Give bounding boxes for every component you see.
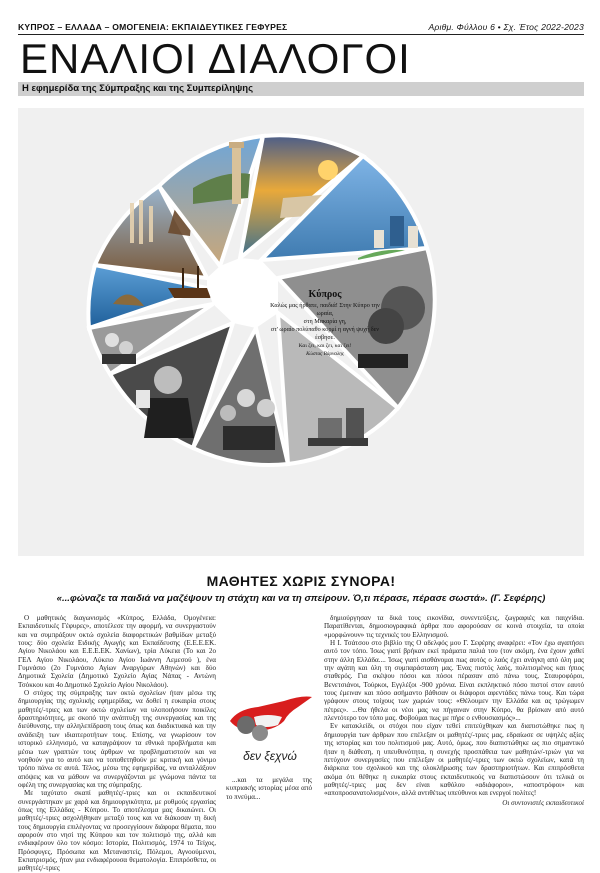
poem-line: ωραία, xyxy=(316,310,334,317)
inset-map xyxy=(224,691,316,769)
paragraph: Με ταχύτατο σκαπί μαθητές/-τριες και οι εκπαιδευτικοί συνεργάστηκαν με χαρά και δημιουργικότητα, με ρυθμούς εργασίας όπως της Ελλάδας - Κύπρου. Το αποτέλεσμα μας δικαιώνει. Οι μαθητές/-τριες ασχολήθηκαν μεταξύ τους και να διάκοσαν τη δική τους δημιουργία επιλέγοντας να προσεγγίσουν διάφορα θέματα, που αφορούν στο νησί της Κύπρου και τον πολιτισμό της, αλλά και ενδιαφέρουν όλο τον κόσμο: Ιστορία, Πολιτισμός, 1974 το Τείχος, Πρόσφυγες, Πρόσωπα και Μεταναστείς, Πόλεμοι, Αγνοούμενοι, Εκπατρισμός, ήταν μια ενδιαφέρουσα θεματολογία. Επιπρόσθετα, οι μαθητές/-τριες xyxy=(18,789,216,873)
article-quote: «...φώναζε τα παιδιά να μαζέψουν τη στάχτη και να τη σπείρουν. Ό,τι πέρασε, πέρασε σωστά». (Γ. Σεφέρης) xyxy=(56,593,546,604)
poem-line: Καλώς μας ήρθατε, παιδιά! Στην Κύπρο την xyxy=(270,302,380,309)
masthead: ΕΝΑΛΙΟΙ ΔΙΑΛΟΓΟΙ xyxy=(20,35,411,82)
subtitle: Η εφημερίδα της Σύμπραξης και της Συμπερίληψης xyxy=(22,83,254,94)
paragraph: Η Ι. Τσάτσου στο βιβλίο της Ο αδελφός μου Γ. Σεφέρης αναφέρει: «Τον έχω αγαπήσει αυτό τον τόπο. Ίσως γιατί βρήκαν εκεί πράματα παλιά του (τον ακόμη, ένα έχουν χαθεί στην άλλη Ελλάδα.... Ίσως γιατί αισθάνομαι πως αυτός ο λαός έχει ανάγκη από όλη μας την αγάπη και όλη τη συμπαράσταση μας. Ένας πιστός λαός, πολιτισμένος και ήπιος σταθερός. Για σκέψου πόσοι και πόσοι πέρασαν από πάνω τους, Σταυροφόροι, Βενετσιάνοι, Τούρκοι, Εγγλέζοι -900 χρόνια. Είναι εκπληκτικό πόσο πιστοί στον εαυτό τους έμειναν και πόσο ασήμαντο βάθισαν οι διάφοροι αφεντάδες πάνω τους. Και τώρα γράφουν στους τοίχους των χωριών τους: «Θέλουμεν την Ελλάδα και ας τρώγωμεν πέτρες». ...Θα ήθελα οι νέοι μας να πήγαιναν στην Κύπρο, θα βρίσκαν από αυτό πλεντότερο τον τόπο μας. Φοβούμαι πως με πήρε ο ενθουσιασμός»... xyxy=(324,639,584,723)
top-line xyxy=(18,20,584,34)
paragraph: Ο μαθητικός διαγωνισμός «Κύπρος, Ελλάδα, Ομογένεια: Εκπαιδευτικές Γέφυρες», αποτέλεσε την αφορμή, να συνεργαστούν και να συμπράξουν οκτώ σχολεία διαφορετικών βαθμίδων μεταξύ τους: δύο σχολεία Ειδικής Αγωγής και Εκπαίδευσης (Ε.Ε.Ε.ΕΚ. Αγίου Νικολάου και Ε.Ε.Ε.ΕΚ. Χανίων), τρία Λύκεια (Το και 2ο ΓΕΛ Αγίου Νικολάου, Λύκειο Αγίου Ιωάννη Λεμεσού ), ένα Γυμνάσιο (2ο Γυμνάσιο Αγίων Αναργύρων Αθηνών) και δύο Δημοτικά Σχολεία (Δημοτικό Σχολείο Αγίας Νάπας - Αντώνη Τσόκκου και 4ο Δημοτικό Σχολείο Αγίου Νικολάου). xyxy=(18,614,216,689)
subtitle-bar xyxy=(18,82,584,96)
paragraph: Εν κατακλείδι, οι στόχοι που είχαν τεθεί επιτεύχθηκαν και διαπιστώθηκε πως η δημιουργία των άρθρων που επέλεξαν οι μαθητές/-τριες μας, εδραίωσε σε υψηλές αξίες της ιστορίας και του πολιτισμού μας. Αυτό, όμως, που διαπιστώθηκε ως πιο σημαντικό ήταν η διάθεση, η υπευθυνότητα, η συνεχής προσπάθεια των μαθητών/-τριών για να πετύχουν συνεργασίες που επέλεξαν οι μαθητές/-τριες των οκτώ σχολείων, κατά τη διάρκεια του σχολικού και της ολοκλήρωσης των δραστηριοτήτων. Και επιπρόσθετα ακόμα ότι θέθηκε η ευκαιρία στους εκπαιδευτικούς να διαπιστώσουν ότι τελικά οι μαθητές/-τριες μας δεν είναι καθόλου «αδιάφοροι», «αποστρόφοι» και «αποπροσανατολισμένοι», αλλά αντιθέτως υπεύθυνοι και ενεργοί πολίτες! xyxy=(324,722,584,798)
article-headline: ΜΑΘΗΤΕΣ ΧΩΡΙΣ ΣΥΝΟΡΑ! xyxy=(206,573,396,589)
column-2 xyxy=(226,776,312,801)
poem xyxy=(265,289,385,357)
paragraph: δημιούργησαν τα δικά τους εικονίδια, συνεντεύξεις, ζωγραφιές και παιχνίδια. Παρατίθενται, δημοσιογραφικά άρθρα που αφορούσαν σε κοινά στοιχεία, τα οποία «μορφώνουν» τις τεχνικές του Ελληνισμού. xyxy=(324,614,584,639)
cyprus-map-image xyxy=(224,691,316,749)
inset-caption: δεν ξεχνώ xyxy=(243,749,297,763)
kicker: ΚΥΠΡΟΣ – ΕΛΛΑΔΑ – ΟΜΟΓΕΝΕΙΑ: ΕΚΠΑΙΔΕΥΤΙΚΕΣ ΓΕΦΥΡΕΣ xyxy=(18,22,288,32)
hero-collage xyxy=(18,108,584,556)
poem-line: έσβησε. xyxy=(315,334,335,341)
poem-author: Κώστας Βάρναλης xyxy=(306,351,344,357)
issue-info: Αριθμ. Φύλλου 6 • Σχ. Έτος 2022-2023 xyxy=(428,22,584,32)
column-3 xyxy=(324,614,584,807)
poem-line: Και ζει, και ζει, και ζει! xyxy=(298,343,352,349)
poem-line: στη Μακαρία γη, xyxy=(303,318,347,325)
poem-title: Κύπρος xyxy=(308,289,342,300)
paragraph: Ο στόχος της σύμπραξης των οκτώ σχολείων ήταν μέσω της δημιουργίας της σχολικής εφημερίδας, να δοθεί η ευκαιρία στους μαθητές/-τριες και των οκτώ σχολείων να υλοποιήσουν ποικίλες δραστηριότητες, με σκοπό την ανάπτυξη της συνεργασίας και της διεύθυνσης, την αλληλεπίδραση τους όπως και διαδικτυακά και την ανάδειξη των ιδιαιτεροτήτων τους. Επίσης, να γνωρίσουν τον ιστορικό ελληνισμό, να καταγράψουν τα εθνικά προβλήματα και μέσω των γραπτών τους άρθρων να προβληματιστούν και να νοηθούν για το αυτό και να τοποθετηθούν με κριτική και γόνιμο τρόπο πάνω σε αυτά. Τέλος, μέσω της εφημερίδας, να ανταλλάξουν απόψεις και να μάθουν να συνεργάζονται με γνώμονα πάντα τα οφέλη της συνεργασίας και της σύμπραξης. xyxy=(18,689,216,789)
signoff: Οι συντονιστές εκπαιδευτικοί xyxy=(502,798,584,807)
poem-line: στ' ωραίο πολύπαθο κορμί η αγνή ψυχή δεν xyxy=(270,326,380,333)
paragraph: ...και τα μεγάλα της κυπριακής ιστορίας μέσα από το πνεύμα... xyxy=(226,776,312,801)
newspaper-page xyxy=(18,20,584,873)
